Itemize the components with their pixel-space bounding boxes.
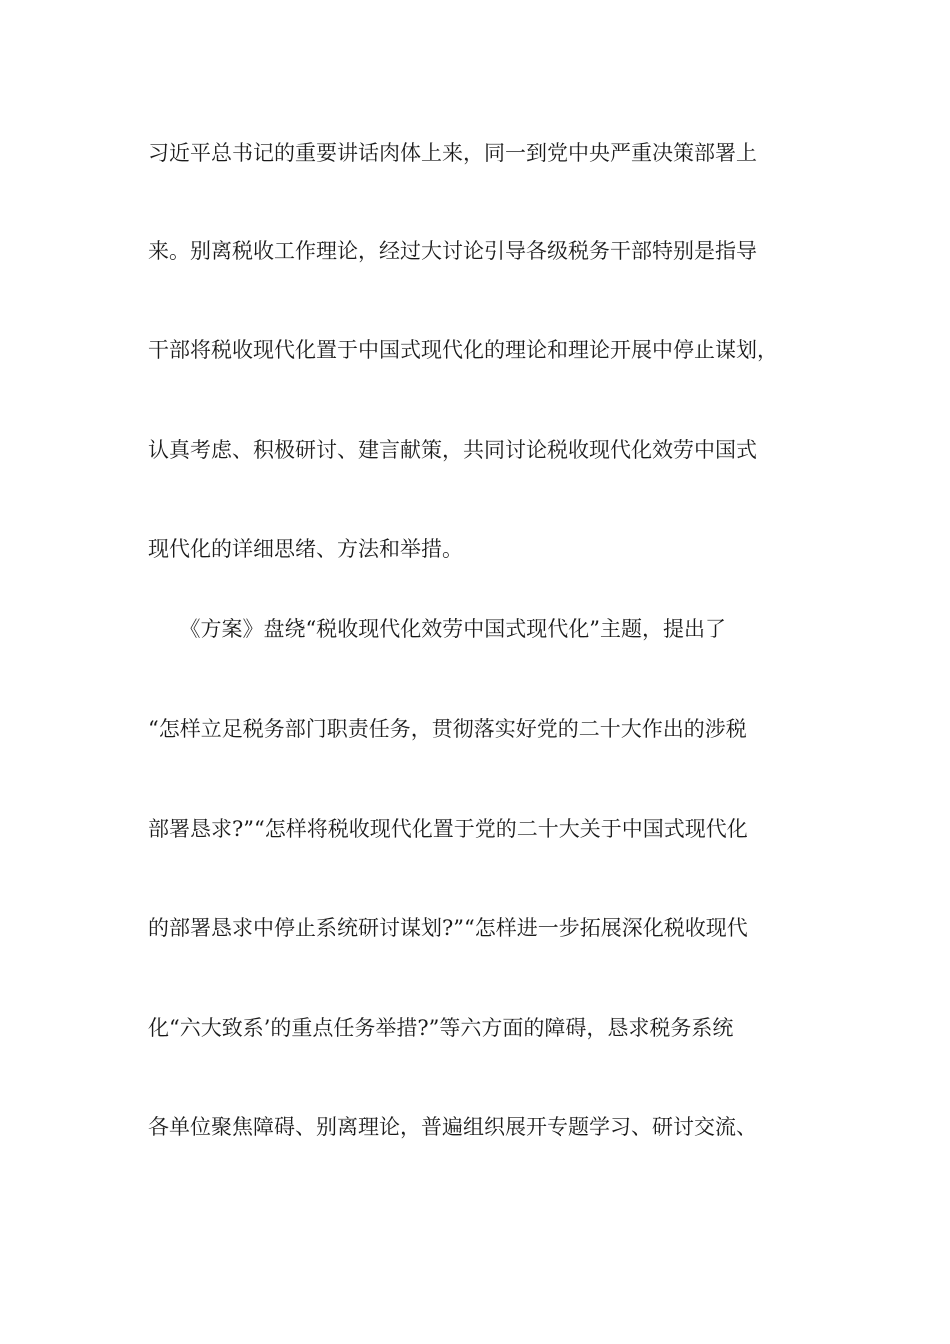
paragraph-first-line: 《方案》盘绕“税收现代化效劳中国式现代化”主题，提出了 [148,617,726,641]
text-line: 干部将税收现代化置于中国式现代化的理论和理论开展中停止谋划， [148,338,778,362]
text-line: 现代化的详细思绪、方法和举措。 [148,537,463,561]
text-line: 各单位聚焦障碍、别离理论，普遍组织展开专题学习、研讨交流、 [148,1115,757,1139]
text-line: 习近平总书记的重要讲话肉体上来，同一到党中央严重决策部署上 [148,141,757,165]
text-line: 化“六大致系’的重点任务举措?”等六方面的障碍，恳求税务系统 [148,1016,734,1040]
text-line: “怎样立足税务部门职责任务，贯彻落实好党的二十大作出的涉税 [148,717,747,741]
text-line: 的部署恳求中停止系统研讨谋划?”“怎样进一步拓展深化税收现代 [148,916,748,940]
text-line: 部署恳求?”“怎样将税收现代化置于党的二十大关于中国式现代化 [148,817,748,841]
text-line: 认真考虑、积极研讨、建言献策，共同讨论税收现代化效劳中国式 [148,438,757,462]
text-line: 来。别离税收工作理论，经过大讨论引导各级税务干部特别是指导 [148,239,757,263]
